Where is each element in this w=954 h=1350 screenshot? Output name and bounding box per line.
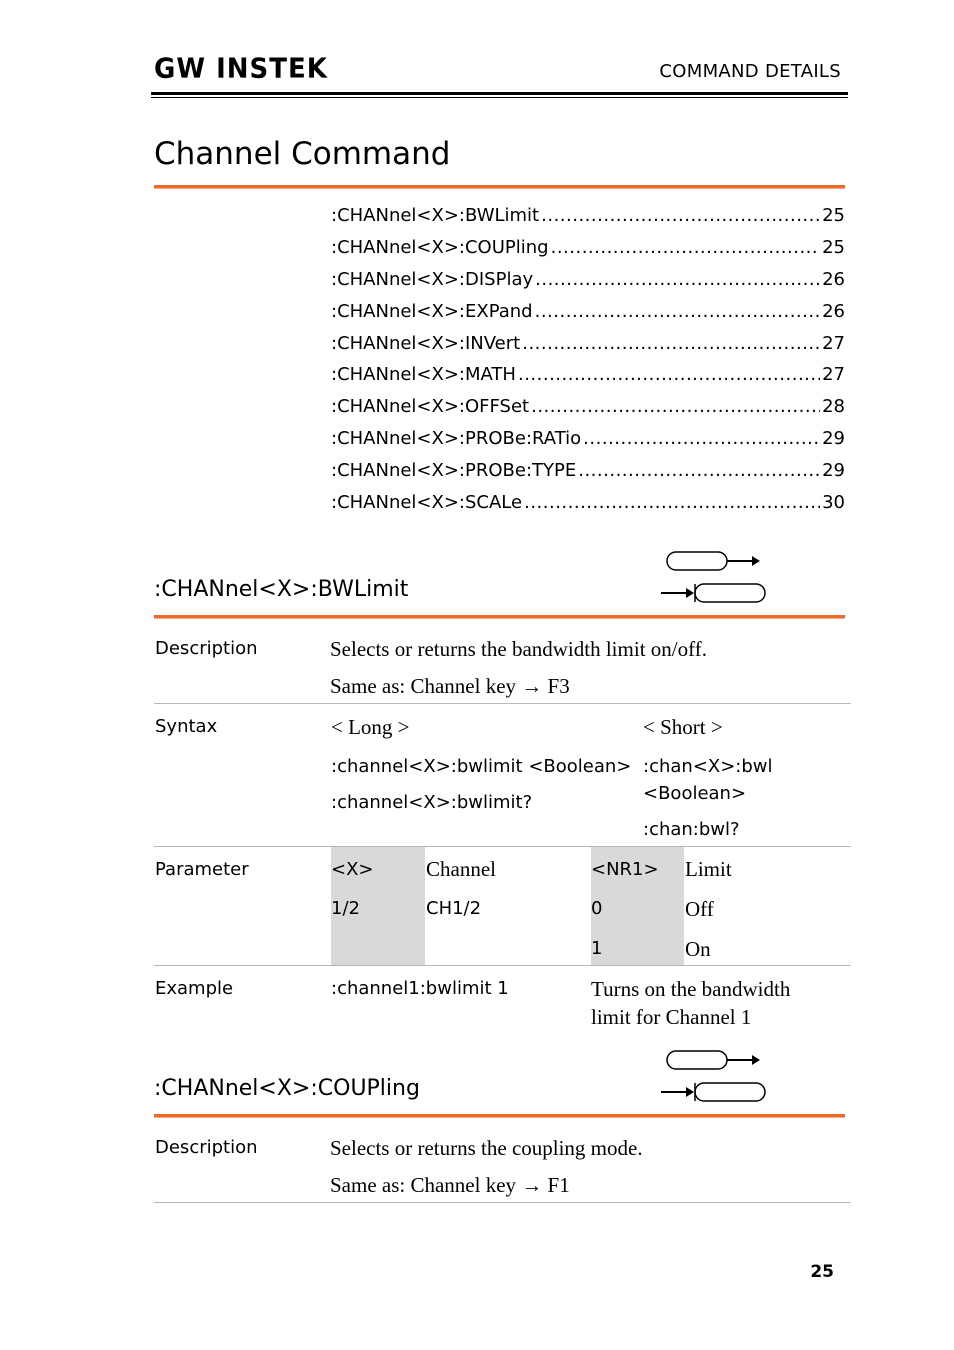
header-section-title: COMMAND DETAILS [659, 61, 841, 82]
row-divider [154, 1202, 851, 1203]
param-nr1-value-1: 1 [591, 938, 603, 959]
example-description-cont: limit for Channel 1 [591, 1005, 752, 1029]
description-same-as: Same as: Channel key → F1 [330, 1173, 570, 1197]
company-logo: GW INSTEK [154, 53, 328, 85]
row-divider [154, 965, 851, 966]
syntax-short-header: < Short > [643, 715, 723, 739]
param-x-value-desc: CH1/2 [426, 898, 482, 919]
param-x: <X> [331, 859, 374, 880]
section-rule [154, 615, 845, 618]
param-nr1: <NR1> [591, 859, 659, 880]
title-rule [154, 185, 845, 188]
command-index [331, 200, 845, 518]
parameter-label: Parameter [155, 859, 249, 880]
param-nr1-desc: Limit [685, 857, 732, 881]
toc-entry[interactable]: :CHANnel<X>:PROBe:RATio ..... 29 [331, 423, 845, 455]
set-query-icon [658, 1045, 768, 1105]
toc-entry[interactable]: :CHANnel<X>:DISPlay ..... 26 [331, 264, 845, 296]
example-description: Turns on the bandwidth [591, 977, 791, 1001]
syntax-label: Syntax [155, 716, 218, 737]
description-text: Selects or returns the coupling mode. [330, 1136, 643, 1160]
description-label: Description [155, 1137, 258, 1158]
param-nr1-value-1-desc: On [685, 937, 711, 961]
param-nr1-value-0-desc: Off [685, 897, 714, 921]
header-rule [151, 92, 848, 95]
example-command: :channel1:bwlimit 1 [331, 978, 509, 999]
section-rule [154, 1114, 845, 1117]
param-x-value: 1/2 [331, 898, 360, 919]
syntax-short-set: :chan<X>:bwl [643, 756, 773, 777]
toc-entry[interactable]: :CHANnel<X>:EXPand ..... 26 [331, 295, 845, 327]
description-text: Selects or returns the bandwidth limit on/off. [330, 637, 707, 661]
param-x-desc: Channel [426, 857, 496, 881]
header-rule-thin [151, 97, 848, 98]
section-title-bwlimit: :CHANnel<X>:BWLimit [154, 577, 409, 602]
syntax-short-query: :chan:bwl? [643, 819, 740, 840]
row-divider [154, 703, 851, 704]
toc-entry[interactable]: :CHANnel<X>:SCALe ..... 30 [331, 486, 845, 518]
toc-entry[interactable]: :CHANnel<X>:MATH ..... 27 [331, 359, 845, 391]
section-title-coupling: :CHANnel<X>:COUPling [154, 1076, 420, 1101]
toc-entry[interactable]: :CHANnel<X>:COUPling ..... 25 [331, 232, 845, 264]
example-label: Example [155, 978, 234, 999]
set-query-icon [658, 546, 768, 606]
description-same-as: Same as: Channel key → F3 [330, 674, 570, 698]
toc-entry[interactable]: :CHANnel<X>:PROBe:TYPE ..... 29 [331, 454, 845, 486]
page-title: Channel Command [154, 136, 451, 172]
syntax-long-header: < Long > [331, 715, 410, 739]
toc-entry[interactable]: :CHANnel<X>:INVert ..... 27 [331, 327, 845, 359]
syntax-long-set: :channel<X>:bwlimit <Boolean> [331, 756, 632, 777]
row-divider [154, 846, 851, 847]
toc-entry[interactable]: :CHANnel<X>:BWLimit ..... 25 [331, 200, 845, 232]
toc-entry[interactable]: :CHANnel<X>:OFFSet ..... 28 [331, 391, 845, 423]
description-label: Description [155, 638, 258, 659]
syntax-short-set-arg: <Boolean> [643, 783, 747, 804]
param-nr1-value-0: 0 [591, 898, 603, 919]
syntax-long-query: :channel<X>:bwlimit? [331, 792, 533, 813]
page-number: 25 [810, 1262, 834, 1282]
